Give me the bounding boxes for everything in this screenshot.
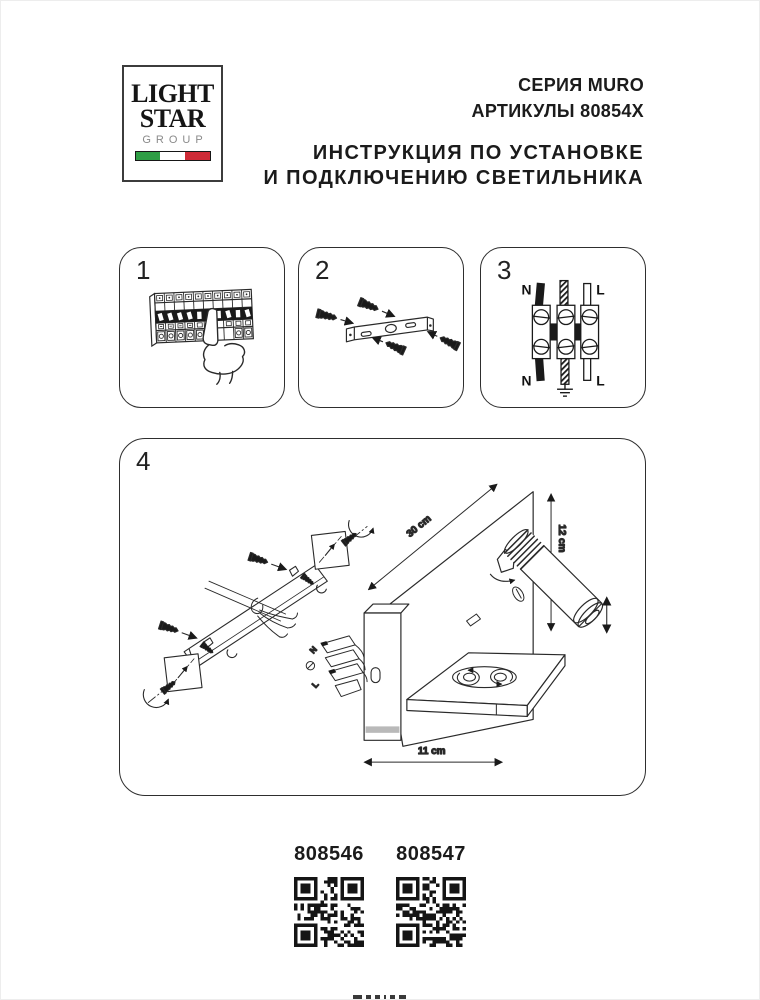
- step-1-box: [119, 247, 285, 408]
- neutral-wire-bottom: [536, 356, 545, 380]
- terminal-connector-block: [320, 636, 367, 697]
- document-title: [263, 141, 644, 191]
- wall-anchor-plate: [311, 531, 349, 569]
- terminal-label-l: L: [309, 679, 321, 690]
- article-number-left: 808546: [294, 843, 364, 865]
- qr-code-808547: [396, 877, 466, 947]
- terminal-bridge: [550, 324, 557, 340]
- line-wire-bottom: [584, 357, 591, 381]
- flag-green-stripe: [136, 152, 161, 160]
- lightstar-logo: [122, 65, 223, 182]
- dimension-shelf: [365, 746, 501, 762]
- label-line-bottom: L: [596, 372, 605, 389]
- articles-line: АРТИКУЛЫ 80854X: [471, 101, 644, 121]
- step-4-number: 4: [136, 446, 151, 476]
- header-text-block: [263, 72, 644, 191]
- series-title: СЕРИЯ MURO: [518, 75, 644, 95]
- wiring-diagram-illustration: [481, 248, 645, 407]
- neutral-wire-top: [535, 283, 544, 307]
- step-2-box: [298, 247, 464, 408]
- document-title-line2: И ПОДКЛЮЧЕНИЮ СВЕТИЛЬНИКА: [263, 167, 644, 189]
- screw-icon: [428, 332, 460, 351]
- article-number-right: 808547: [396, 843, 466, 865]
- line-wire-top: [584, 284, 591, 308]
- svg-text:30 cm: 30 cm: [404, 513, 434, 540]
- screw-icon: [358, 298, 394, 317]
- rotation-arrow-icon: [143, 679, 177, 708]
- logo-word-group: GROUP: [142, 134, 208, 146]
- italian-flag-icon: [135, 151, 211, 161]
- label-neutral-top: N: [521, 281, 532, 298]
- circuit-breaker-illustration: [120, 248, 284, 407]
- svg-text:11 cm: 11 cm: [417, 746, 446, 758]
- lamp-assembly-illustration: [120, 439, 645, 795]
- step-1-number: 1: [136, 255, 151, 285]
- step-4-box: [119, 438, 646, 796]
- breaker-panel: [150, 289, 254, 346]
- ground-wire-bottom: [561, 357, 569, 385]
- qr-code-808546: [294, 877, 364, 947]
- step-3-box: [480, 247, 646, 408]
- terminal-label-n: N: [307, 644, 319, 656]
- logo-word-star: STAR: [139, 104, 206, 133]
- cut-off-footer-text: [353, 995, 423, 1000]
- svg-text:12 cm: 12 cm: [556, 524, 568, 553]
- document-title-line1: ИНСТРУКЦИЯ ПО УСТАНОВКЕ: [312, 142, 644, 164]
- ground-symbol-icon: [557, 384, 573, 396]
- logo-word-light: LIGHT: [131, 79, 214, 108]
- cable-slot: [371, 668, 380, 683]
- label-neutral-bottom: N: [521, 372, 532, 389]
- qr-group-right: [396, 843, 466, 947]
- step-2-number: 2: [315, 255, 330, 285]
- screw-icon: [373, 338, 406, 355]
- ground-wire-top: [560, 281, 568, 308]
- qr-group-left: [294, 843, 364, 947]
- screw-icon: [158, 621, 196, 638]
- step-3-number: 3: [497, 255, 512, 285]
- flag-red-stripe: [185, 152, 210, 160]
- screw-icon: [248, 552, 286, 569]
- ground-symbol-icon: [306, 662, 314, 670]
- mounting-bracket-illustration: [299, 248, 463, 407]
- flag-white-stripe: [160, 152, 185, 160]
- screw-icon: [316, 309, 352, 323]
- label-line-top: L: [596, 281, 605, 298]
- wall-bracket: [346, 317, 433, 342]
